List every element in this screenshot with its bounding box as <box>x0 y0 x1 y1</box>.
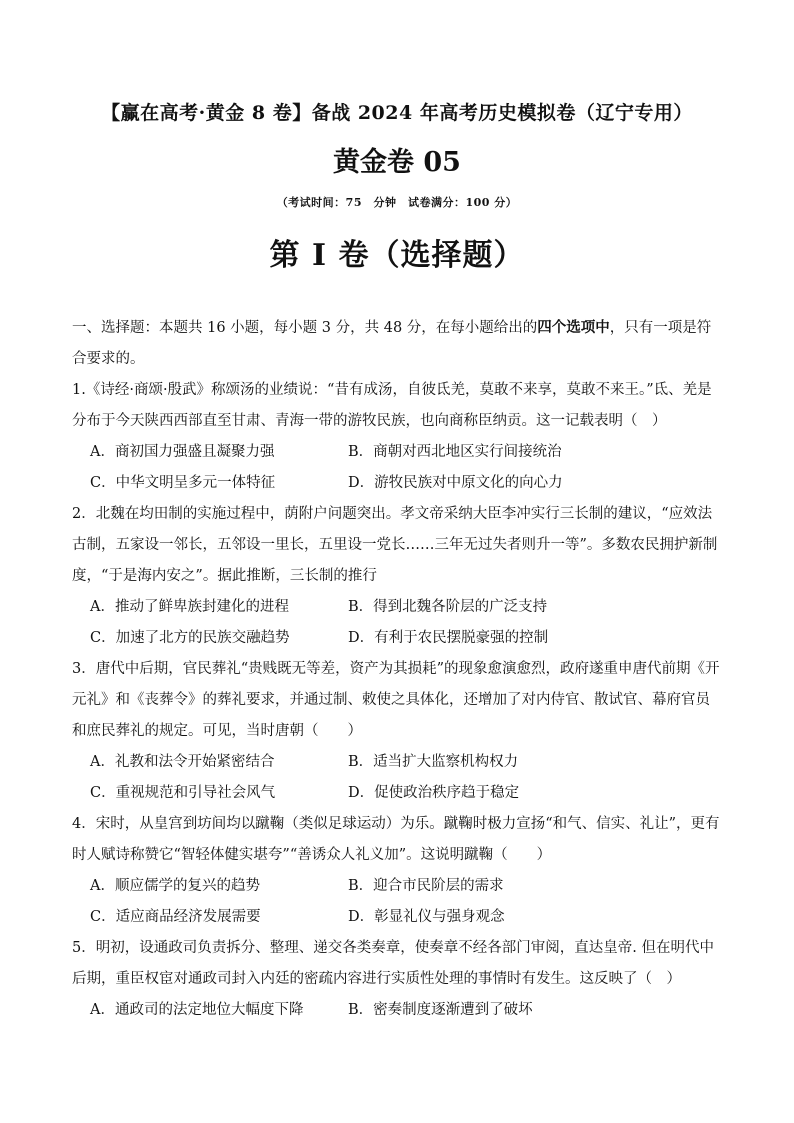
option-a: A．通政司的法定地位大幅度下降 <box>90 1002 304 1018</box>
option-c: C．加速了北方的民族交融趋势 <box>90 630 290 646</box>
option-grid <box>72 995 724 1026</box>
section-title: 第 I 卷（选择题） <box>269 238 525 273</box>
instructions-suffix: ，只有一项是符合要求的。 <box>72 320 712 367</box>
question-5 <box>72 933 724 1026</box>
option-d: D．彰显礼仪与强身观念 <box>348 909 505 925</box>
question-4 <box>72 809 724 933</box>
section-instructions <box>72 312 724 375</box>
option-c: C．重视规范和引导社会风气 <box>90 785 276 801</box>
option-c: C．适应商品经济发展需要 <box>90 909 261 925</box>
exam-info: （考试时间：75 分钟 试卷满分：100 分） <box>276 196 518 209</box>
option-a: A．礼教和法令开始紧密结合 <box>90 754 275 770</box>
option-b: B．商朝对西北地区实行间接统治 <box>348 444 562 460</box>
question-stem: 1.《诗经·商颂·殷武》称颂汤的业绩说：“昔有成汤，自彼氐羌，莫敢不来享，莫敢不来王。”氐、羌是分布于今天陕西西部直至甘肃、青海一带的游牧民族，也向商称臣纳贡。这一记载表明（ ） <box>72 382 712 429</box>
question-stem: 2．北魏在均田制的实施过程中，荫附户问题突出。孝文帝采纳大臣李冲实行三长制的建议，“应效法古制，五家设一邻长，五邻设一里长，五里设一党长……三年无过失者则升一等”。多数农民拥护新制度，“于是海内安之”。据此推断，三长制的推行 <box>72 506 718 584</box>
option-d: D．游牧民族对中原文化的向心力 <box>348 475 563 491</box>
question-stem: 4．宋时，从皇宫到坊间均以蹴鞠（类似足球运动）为乐。蹴鞠时极力宣扬“和气、信实、礼让”，更有时人赋诗称赞它“智轻体健实堪夸”“善诱众人礼义加”。这说明蹴鞠（ ） <box>72 816 720 863</box>
option-a: A．商初国力强盛且凝聚力强 <box>90 444 275 460</box>
instructions-prefix: 一、选择题：本题共 16 小题，每小题 3 分，共 48 分，在每小题给出的 <box>72 320 538 336</box>
option-grid <box>72 747 724 809</box>
question-stem: 5．明初，设通政司负责拆分、整理、递交各类奏章，使奏章不经各部门审阅，直达皇帝. 但在明代中后期，重臣权宦对通政司封入内廷的密疏内容进行实质性处理的事情时有发生。这反映了（ ） <box>72 940 714 987</box>
question-1 <box>72 375 724 499</box>
paper-title: 黄金卷 05 <box>333 147 461 178</box>
option-b: B．适当扩大监察机构权力 <box>348 754 519 770</box>
option-grid <box>72 871 724 933</box>
option-d: D．促使政治秩序趋于稳定 <box>348 785 520 801</box>
question-stem: 3．唐代中后期，官民葬礼“贵贱既无等差，资产为其损耗”的现象愈演愈烈，政府遂重申唐代前期《开元礼》和《丧葬令》的葬礼要求，并通过制、敕使之具体化，还增加了对内侍官、散试官、幕府官员和庶民葬礼的规定。可见，当时唐朝（ ） <box>72 661 720 739</box>
option-d: D．有利于农民摆脱豪强的控制 <box>348 630 549 646</box>
option-b: B．迎合市民阶层的需求 <box>348 878 504 894</box>
option-grid <box>72 437 724 499</box>
option-a: A．推动了鲜卑族封建化的进程 <box>90 599 289 615</box>
option-c: C．中华文明呈多元一体特征 <box>90 475 276 491</box>
option-a: A．顺应儒学的复兴的趋势 <box>90 878 260 894</box>
question-3 <box>72 654 724 809</box>
option-grid <box>72 592 724 654</box>
option-b: B．得到北魏各阶层的广泛支持 <box>348 599 548 615</box>
question-2 <box>72 499 724 654</box>
question-content <box>72 312 724 1026</box>
document-header-title: 【赢在高考·黄金 8 卷】备战 2024 年高考历史模拟卷（辽宁专用） <box>101 102 693 124</box>
instructions-bold: 四个选项中 <box>537 319 610 336</box>
option-b: B．密奏制度逐渐遭到了破坏 <box>348 1002 533 1018</box>
